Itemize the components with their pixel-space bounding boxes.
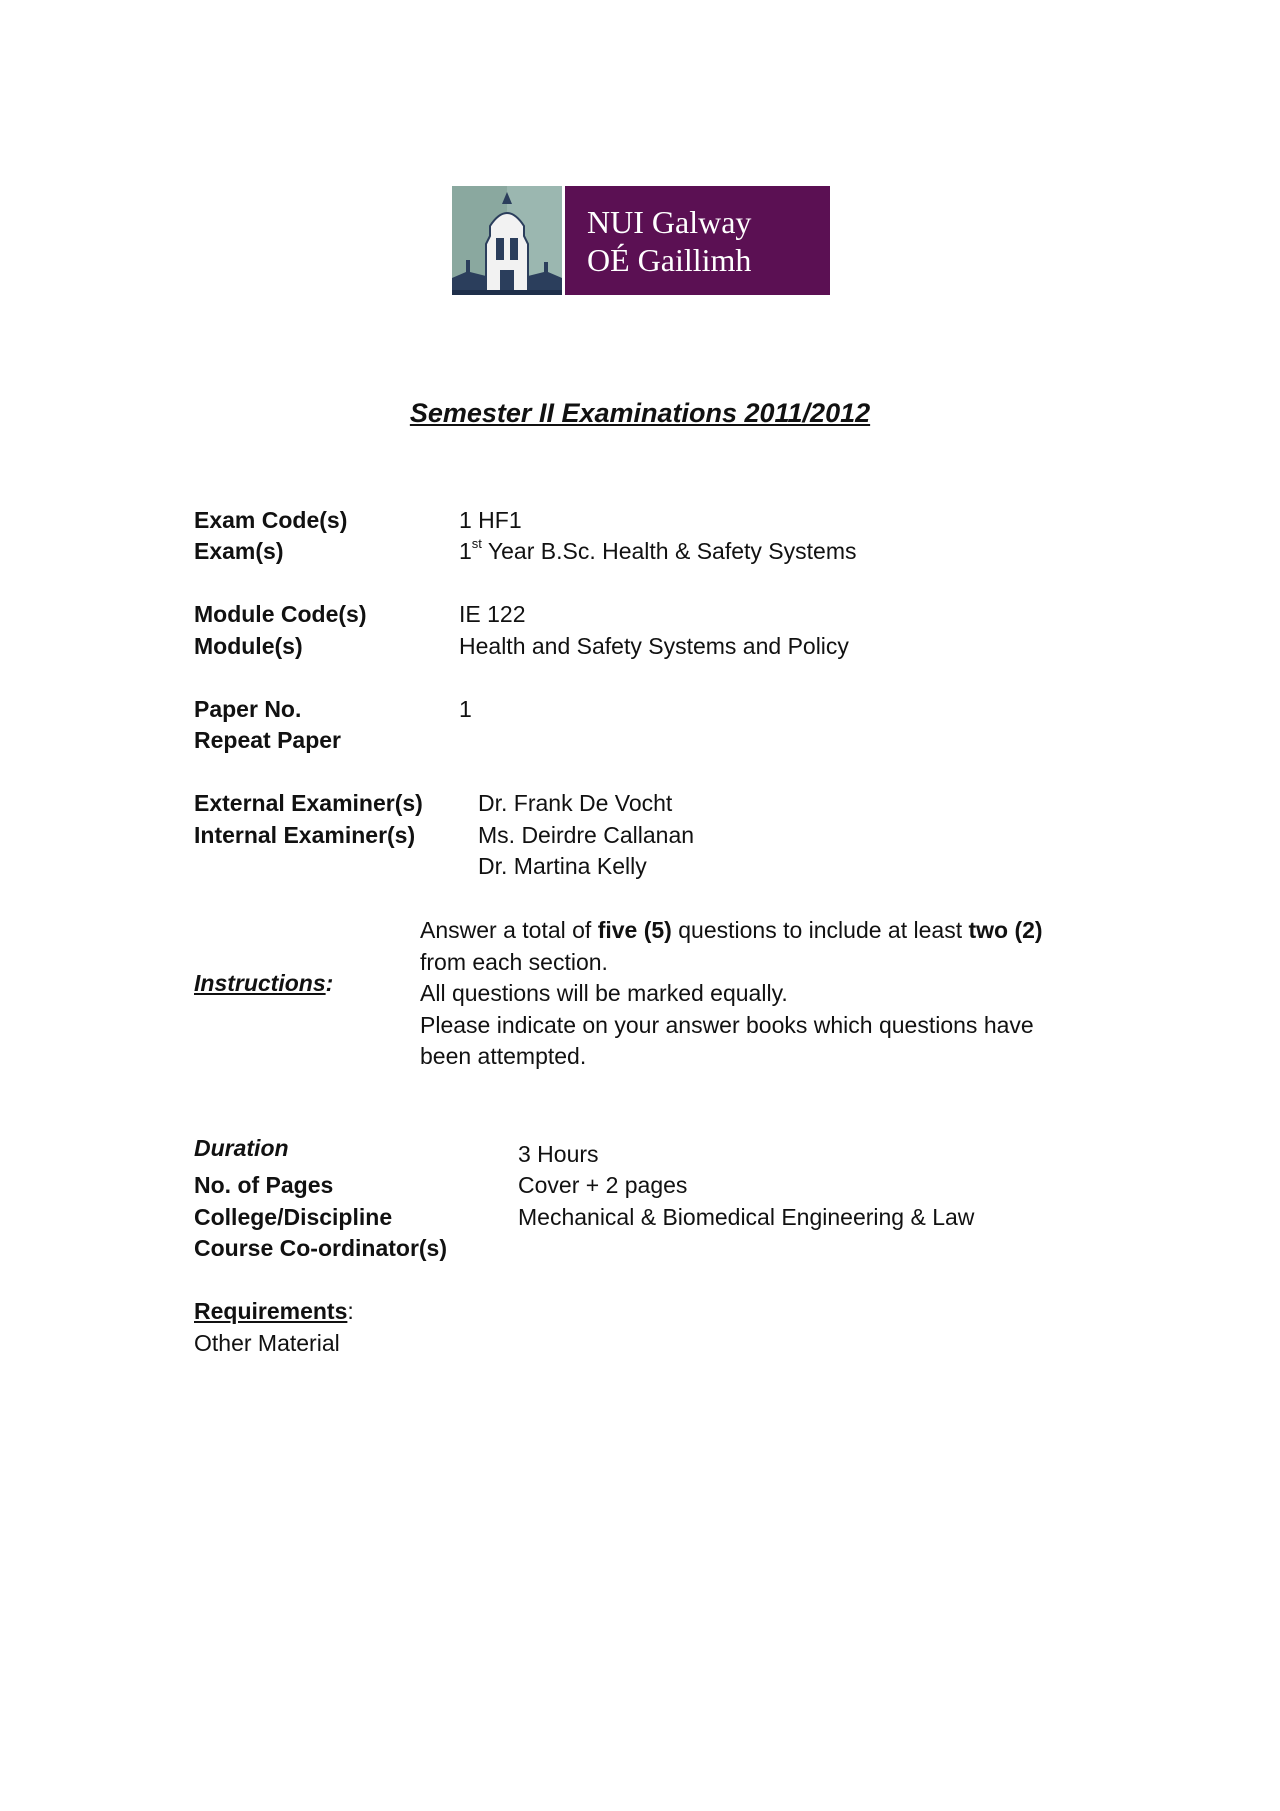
exams-value-ordinal: 1 xyxy=(459,538,472,564)
exams-value xyxy=(459,536,857,567)
internal-examiner-name-1: Ms. Deirdre Callanan xyxy=(478,822,695,848)
requirements-label-text: Requirements xyxy=(194,1298,348,1324)
duration-label: Duration xyxy=(194,1135,289,1161)
repeat-paper-label: Repeat Paper xyxy=(194,727,342,753)
instructions-line-4: Please indicate on your answer books which questions have xyxy=(420,1012,1034,1038)
instructions-text: Answer a total of xyxy=(420,917,598,943)
requirements-label xyxy=(194,1296,354,1327)
logo-name-ga: OÉ Gaillimh xyxy=(587,241,752,278)
paper-no-value: 1 xyxy=(459,696,472,722)
college-discipline-value: Mechanical & Biomedical Engineering & Law xyxy=(518,1204,975,1230)
instructions-line-2: from each section. xyxy=(420,949,608,975)
instructions-text: questions to include at least xyxy=(671,917,969,943)
course-coordinators-label: Course Co-ordinator(s) xyxy=(194,1235,447,1261)
instructions-label xyxy=(194,968,333,999)
no-of-pages-value: Cover + 2 pages xyxy=(518,1172,688,1198)
college-discipline-label: College/Discipline xyxy=(194,1204,393,1230)
page-title: Semester II Examinations 2011/2012 xyxy=(409,398,871,428)
instructions-label-text: Instructions xyxy=(194,970,326,996)
internal-examiner-name-2: Dr. Martina Kelly xyxy=(478,853,647,879)
instructions-line-3: All questions will be marked equally. xyxy=(420,980,788,1006)
internal-examiners-label: Internal Examiner(s) xyxy=(194,822,416,848)
exam-codes-value: 1 HF1 xyxy=(459,507,522,533)
paper-no-label: Paper No. xyxy=(194,696,302,722)
instructions-line-1 xyxy=(420,915,1043,946)
no-of-pages-label: No. of Pages xyxy=(194,1172,334,1198)
module-codes-value: IE 122 xyxy=(459,601,526,627)
instructions-line-5: been attempted. xyxy=(420,1043,587,1069)
external-examiners-label: External Examiner(s) xyxy=(194,790,423,816)
logo-name-en: NUI Galway xyxy=(587,203,752,240)
requirements-label-colon: : xyxy=(347,1298,354,1324)
instructions-count-two: two (2) xyxy=(968,917,1043,943)
logo-wordmark xyxy=(565,186,830,295)
nui-galway-logo xyxy=(452,186,830,295)
module-codes-label: Module Code(s) xyxy=(194,601,367,627)
instructions-count-five: five (5) xyxy=(597,917,672,943)
exams-value-rest: Year B.Sc. Health & Safety Systems xyxy=(481,538,857,564)
exam-codes-label: Exam Code(s) xyxy=(194,507,348,533)
external-examiner-name: Dr. Frank De Vocht xyxy=(478,790,673,816)
clock-tower-icon xyxy=(452,186,562,295)
instructions-label-colon: : xyxy=(325,970,334,996)
exams-value-sup: st xyxy=(471,536,482,552)
modules-label: Module(s) xyxy=(194,633,303,659)
exams-label: Exam(s) xyxy=(194,538,284,564)
other-material-label: Other Material xyxy=(194,1330,340,1356)
modules-value: Health and Safety Systems and Policy xyxy=(459,633,849,659)
duration-value: 3 Hours xyxy=(518,1141,599,1167)
